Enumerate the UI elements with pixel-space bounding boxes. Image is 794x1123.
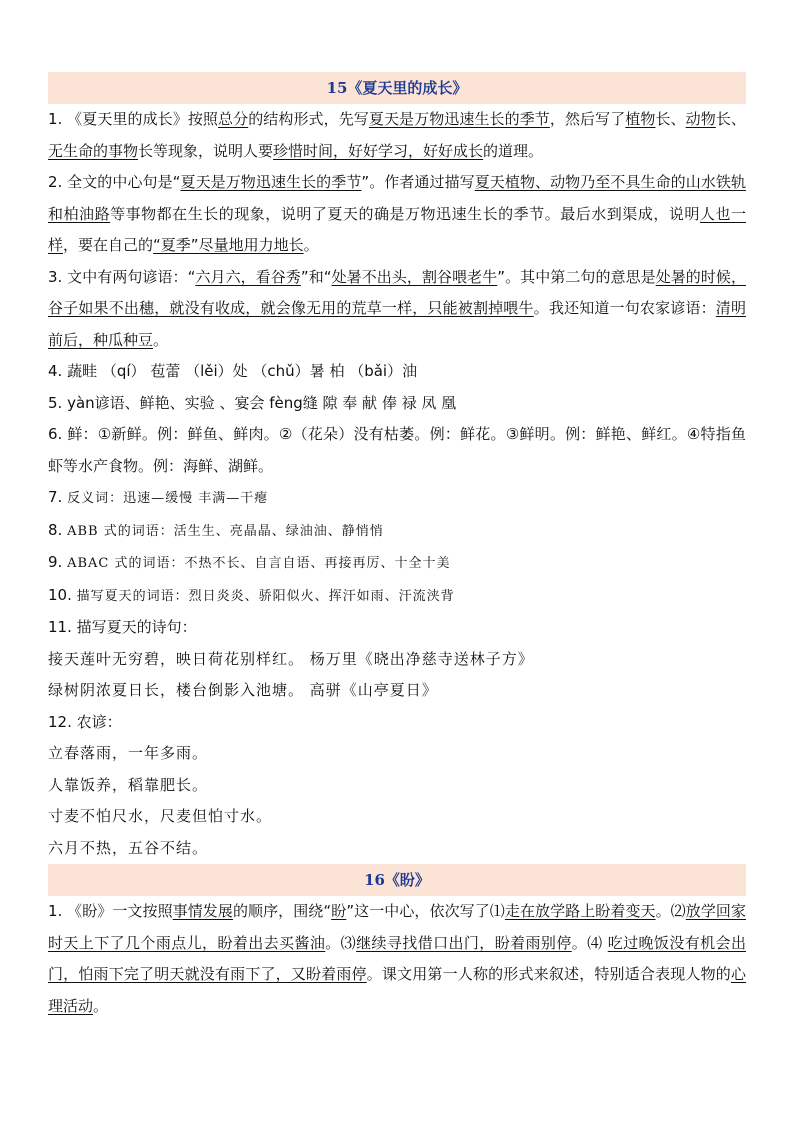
item-text: 长等现象，说明人要 xyxy=(138,141,274,160)
item-text: ”。其中第二句的意思是 xyxy=(497,267,656,286)
item-number: 1. xyxy=(48,902,68,920)
numbered-item xyxy=(48,356,746,388)
item-text: 描写夏天的词语：烈日炎炎、骄阳似火、挥汗如雨、汗流浃背 xyxy=(76,588,455,604)
numbered-item xyxy=(48,104,746,167)
numbered-item xyxy=(48,388,746,420)
section-header: 15《夏天里的成长》 xyxy=(48,72,746,104)
item-number: 9. xyxy=(48,553,63,571)
item-number: 12. xyxy=(48,712,72,731)
underlined-answer: 处暑不出头，割谷喂老牛 xyxy=(331,267,498,286)
item-number: 4. xyxy=(48,362,63,380)
item-text: 反义词：迅速—缓慢 丰满—干瘪 xyxy=(67,491,269,506)
item-text: 《盼》一文按照 xyxy=(67,902,173,920)
numbered-item xyxy=(48,419,746,482)
underlined-answer: 清明前后，种瓜种豆 xyxy=(48,299,746,349)
numbered-item xyxy=(48,896,746,1022)
proverb-line: 立春落雨，一年多雨。 xyxy=(48,744,209,762)
item-text: ，要在自己的 xyxy=(63,236,154,254)
item-text: 。⑵ xyxy=(655,902,686,920)
item-number: 6. xyxy=(48,425,63,443)
item-text: 长、 xyxy=(715,110,746,128)
item-text: ABAC 式的词语：不热不长、自言自语、再接再厉、十全十美 xyxy=(67,556,451,571)
underlined-answer: 事情发展 xyxy=(172,902,233,920)
proverb-line: 人靠饭养，稻靠肥长。 xyxy=(48,775,209,794)
item-text: 。 xyxy=(93,996,109,1015)
item-text: ，然后写了 xyxy=(549,110,626,128)
item-text: 鲜：①新鲜。例：鲜鱼、鲜肉。②（花朵）没有枯萎。例：鲜花。③鲜明。例：鲜艳、鲜红。④特指鱼虾等水产食物。例：海鲜、湖鲜。 xyxy=(48,425,746,475)
item-text: 。 xyxy=(303,236,319,254)
item-text: 全文的中心句是“ xyxy=(67,173,181,191)
proverb-line: 寸麦不怕尺水，尺麦但怕寸水。 xyxy=(48,807,273,825)
item-text: ”。作者通过描写 xyxy=(361,173,475,191)
item-number: 7. xyxy=(48,488,63,506)
item-text: 的道理。 xyxy=(483,141,544,160)
item-text: 农谚： xyxy=(76,712,122,731)
underlined-answer: 盼 xyxy=(331,902,347,920)
underlined-answer: 无生命的事物 xyxy=(48,141,139,160)
numbered-item xyxy=(48,547,746,580)
item-number: 1. xyxy=(48,110,68,128)
underlined-answer: 总分 xyxy=(218,110,249,128)
underlined-answer: 放学回家时天上下了几个雨点儿，盼着出去买酱油 xyxy=(48,902,746,952)
item-text: 。课文用第一人称的形式来叙述，特别适合表现人物的 xyxy=(366,965,731,983)
item-text: 《夏天里的成长》按照 xyxy=(67,110,219,128)
item-text: 的顺序，围绕“ xyxy=(232,902,332,920)
numbered-item xyxy=(48,262,746,357)
item-text: 文中有两句谚语：“ xyxy=(67,267,196,286)
item-text: 长、 xyxy=(655,110,686,128)
item-text: ”和“ xyxy=(300,267,332,286)
item-number: 5. xyxy=(48,393,63,412)
document-page xyxy=(48,72,746,1022)
underlined-answer: 夏天是万物迅速生长的季节 xyxy=(368,110,550,128)
item-text: 的结构形式，先写 xyxy=(248,110,369,128)
underlined-answer: 夏天植物、动物乃至不具生命的山水铁轨和柏油路 xyxy=(48,173,746,223)
poem-line: 接天莲叶无穷碧，映日荷花别样红。 杨万里《晓出净慈寺送林子方》 xyxy=(48,649,534,668)
numbered-item xyxy=(48,167,746,262)
underlined-answer: 植物 xyxy=(625,110,656,128)
item-text: 。我还知道一句农家谚语： xyxy=(533,299,716,317)
underlined-answer: 夏天是万物迅速生长的季节 xyxy=(180,173,362,191)
item-number: 11. xyxy=(48,618,72,636)
underlined-answer: 动物 xyxy=(685,110,716,128)
numbered-item xyxy=(48,515,746,548)
item-text: ”这一中心，依次写了⑴ xyxy=(346,902,505,920)
item-number: 3. xyxy=(48,267,68,286)
underlined-answer: 吃过晚饭没有机会出门，怕雨下完了明天就没有雨下了，又盼着雨停 xyxy=(48,933,746,983)
item-text: 。⑷ xyxy=(571,933,608,952)
item-text: 等事物都在生长的现象，说明了夏天的确是万物迅速生长的季节。最后水到渠成，说明 xyxy=(110,204,700,223)
item-text: 。 xyxy=(153,330,169,349)
numbered-item xyxy=(48,707,746,739)
item-text: yàn谚语、鲜艳、实验 、宴会 fèng缝 隙 奉 献 俸 禄 凤 凰 xyxy=(67,393,457,412)
underlined-answer: 心理活动 xyxy=(48,965,746,1015)
item-text: 蔬畦 （qí） 苞蕾 （lěi）处 （chǔ）暑 柏 （bǎi）油 xyxy=(67,362,418,380)
underlined-answer: 处暑的时候，谷子如果不出穗，就没有收成，就会像无用的荒草一样，只能被割掉喂牛 xyxy=(48,267,746,317)
underlined-answer: 人也一样 xyxy=(48,204,746,254)
item-number: 2. xyxy=(48,173,68,191)
item-text: 描写夏天的诗句： xyxy=(76,618,197,636)
item-text: 。⑶ xyxy=(325,933,357,952)
underlined-answer: “夏季”尽量地用力地长 xyxy=(153,236,304,254)
underlined-answer: 走在放学路上盼着变天 xyxy=(504,902,656,920)
proverb-line: 六月不热，五谷不结。 xyxy=(48,838,209,857)
numbered-item xyxy=(48,580,746,613)
underlined-answer: 继续寻找借口出门，盼着雨别停 xyxy=(356,933,572,952)
item-number: 8. xyxy=(48,520,63,539)
underlined-answer: 六月六，看谷秀 xyxy=(195,267,301,286)
section-header: 16《盼》 xyxy=(48,864,746,896)
numbered-item xyxy=(48,482,746,515)
item-text: ABB 式的词语：活生生、亮晶晶、绿油油、静悄悄 xyxy=(67,523,384,539)
poem-line: 绿树阴浓夏日长，楼台倒影入池塘。 高骈《山亭夏日》 xyxy=(48,681,438,699)
item-number: 10. xyxy=(48,585,72,604)
underlined-answer: 珍惜时间，好好学习，好好成长 xyxy=(273,141,484,160)
numbered-item xyxy=(48,612,746,644)
